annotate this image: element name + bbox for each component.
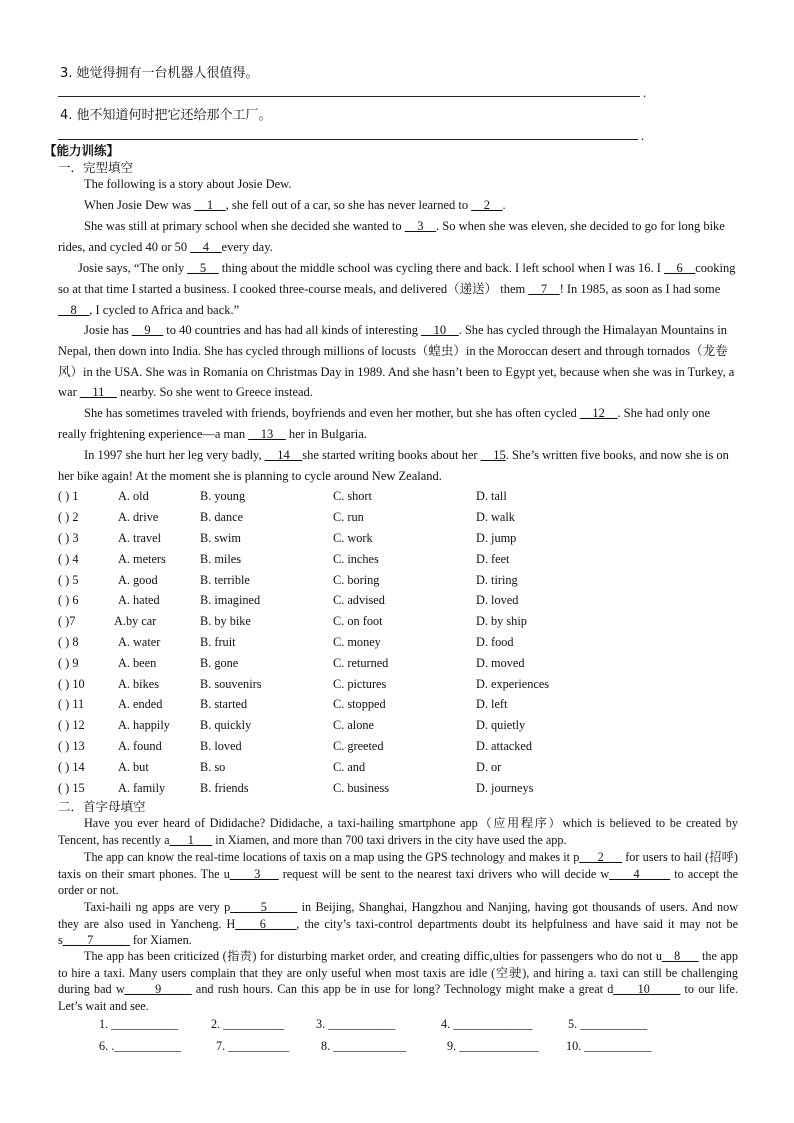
question-number[interactable]: ( ) 12 (58, 718, 85, 732)
option-b[interactable]: B. started (200, 697, 248, 711)
cloze-paragraph-4 (58, 258, 738, 320)
text: cooking so at that time I started a business. I cooked three-course meals, and delivered（递送） them (58, 261, 736, 296)
text: . She has cycled through the Himalayan Mountains in Nepal, then down into India. She has cycled through millions of locusts（蝗虫）in the Moroccan desert and through tornados（龙卷风）in the USA. She was in Romania on Christmas Day in 1989. And she hasn’t been to Egypt yet, because when she was in Turkey, a war (58, 323, 735, 400)
blank-i5[interactable]: _____5_____ (230, 900, 298, 914)
blank-14[interactable]: __14__ (264, 448, 303, 462)
option-a[interactable]: A. drive (118, 510, 159, 524)
answer-slot[interactable]: 9. _____________ (447, 1039, 539, 1053)
cloze-heading: 一．完型填空 (58, 160, 134, 175)
text: Taxi-haili ng apps are very p (84, 900, 231, 914)
text: Josie has (84, 323, 132, 337)
option-d[interactable]: D. food (476, 635, 514, 649)
option-c[interactable]: C. boring (333, 573, 380, 587)
question-number[interactable]: ( ) 3 (58, 531, 79, 545)
option-b[interactable]: B. swim (200, 531, 241, 545)
option-a[interactable]: A. happily (118, 718, 170, 732)
option-d[interactable]: D. tiring (476, 573, 518, 587)
option-a[interactable]: A. bikes (118, 677, 159, 691)
question-number[interactable]: ( ) 2 (58, 510, 79, 524)
option-c[interactable]: C. business (333, 781, 390, 795)
initial-paragraph-1 (58, 815, 738, 848)
blank-3[interactable]: __3__ (404, 219, 437, 233)
option-a[interactable]: A. found (118, 739, 162, 753)
blank-i9[interactable]: _____9_____ (124, 982, 192, 997)
section-title: 【能力训练】 (44, 143, 120, 158)
text: . She had only one really frightening experience—a man (58, 406, 711, 441)
option-d[interactable]: D. quietly (476, 718, 526, 732)
option-d[interactable]: D. jump (476, 531, 517, 545)
text: She has sometimes traveled with friends, boyfriends and even her mother, but she has often cycled (84, 406, 580, 420)
question-number[interactable]: ( )7 (58, 614, 76, 628)
text: When Josie Dew was (84, 198, 195, 212)
blank-i2[interactable]: ___2___ (579, 850, 623, 864)
option-d[interactable]: D. loved (476, 593, 519, 607)
option-b[interactable]: B. souvenirs (200, 677, 262, 691)
text: . So when she was eleven, she decided to go for long bike rides, and cycled 40 or 50 (58, 219, 725, 254)
option-b[interactable]: B. fruit (200, 635, 236, 649)
option-c[interactable]: C. short (333, 489, 372, 503)
option-c[interactable]: C. pictures (333, 677, 387, 691)
blank-7[interactable]: __7__ (528, 281, 560, 296)
answer-slot[interactable]: 6. .___________ (99, 1039, 182, 1053)
initial-paragraph-4 (58, 948, 738, 1014)
option-d[interactable]: D. experiences (476, 677, 550, 691)
question-number[interactable]: ( ) 10 (58, 677, 85, 691)
text: Josie says, “The only (78, 261, 188, 275)
text: . She’s written five books, and now she is on her bike again! At the moment she is planning to cycle around New Zealand. (58, 448, 729, 483)
initial-paragraph-3 (58, 899, 738, 949)
option-c[interactable]: C. money (333, 635, 381, 649)
answer-slot[interactable]: 7. __________ (216, 1039, 290, 1053)
blank-i10[interactable]: ____10_____ (613, 982, 681, 997)
option-c[interactable]: C. returned (333, 656, 389, 670)
text: for users to hail (招呼) taxis on their smart phones. The u (58, 850, 738, 881)
option-b[interactable]: B. quickly (200, 718, 252, 732)
initial-paragraph-2 (58, 849, 738, 899)
option-b[interactable]: B. so (200, 760, 226, 774)
blank-i7[interactable]: ____7______ (62, 933, 130, 948)
option-b[interactable]: B. by bike (200, 614, 251, 628)
text: . (502, 198, 506, 212)
option-d[interactable]: D. or (476, 760, 502, 774)
option-a[interactable]: A. family (118, 781, 166, 795)
question-number[interactable]: ( ) 4 (58, 552, 79, 566)
text: to accept the order or not. (58, 866, 738, 898)
option-c[interactable]: C. greeted (333, 739, 384, 753)
question-number[interactable]: ( ) 11 (58, 697, 85, 711)
cloze-paragraph-5 (58, 320, 738, 403)
text: to 40 countries and has had all kinds of interesting (163, 323, 422, 337)
option-d[interactable]: D. walk (476, 510, 515, 524)
option-a[interactable]: A. hated (118, 593, 160, 607)
blank-2[interactable]: __2__ (471, 198, 503, 212)
text: thing about the middle school was cycling there and back. I left school when I was 16. I (218, 261, 664, 275)
answer-line-q3[interactable] (58, 96, 640, 97)
text: every day. (221, 239, 273, 254)
blank-8[interactable]: __8__ (58, 302, 90, 317)
question-number[interactable]: ( ) 6 (58, 593, 79, 607)
answer-slot[interactable]: 5. ___________ (568, 1017, 648, 1031)
answer-slot[interactable]: 1. ___________ (99, 1017, 179, 1031)
option-a[interactable]: A. ended (118, 697, 163, 711)
text: the app to hire a taxi. Many users complain that they are only useful when most taxis are idle (空驶), and hiring a. taxi can still be challenging during bad w (58, 949, 738, 997)
text: request will be sent to the nearest taxi drivers who will decide w (278, 866, 610, 881)
option-a[interactable]: A. water (118, 635, 161, 649)
option-b[interactable]: B. friends (200, 781, 249, 795)
option-c[interactable]: C. and (333, 760, 366, 774)
cloze-paragraph-1 (58, 174, 738, 195)
line-end-dot: . (643, 86, 647, 100)
blank-i8[interactable]: __8___ (661, 949, 699, 963)
paragraph-text: The following is a story about Josie Dew. (84, 177, 292, 191)
question-number[interactable]: ( ) 1 (58, 489, 79, 503)
question-number[interactable]: ( ) 15 (58, 781, 85, 795)
text: she started writing books about her (302, 448, 481, 462)
answer-slot[interactable]: 4. _____________ (441, 1017, 533, 1031)
question-number[interactable]: ( ) 14 (58, 760, 85, 774)
text: in Beijing, Shanghai, Hangzhou and Nanjing, having got thousands of users. And now they are also used in Yancheng. H (58, 900, 738, 931)
option-d[interactable]: D. moved (476, 656, 525, 670)
cloze-paragraph-2 (58, 195, 738, 216)
option-d[interactable]: D. left (476, 697, 508, 711)
question-number[interactable]: ( ) 8 (58, 635, 79, 649)
translation-q4: 4. 他不知道何时把它还给那个工厂。 (60, 108, 272, 123)
option-a[interactable]: A. been (118, 656, 157, 670)
answer-slot[interactable]: 2. __________ (211, 1017, 285, 1031)
answer-slot[interactable]: 8. ____________ (321, 1039, 407, 1053)
option-d[interactable]: D. journeys (476, 781, 534, 795)
option-c[interactable]: C. stopped (333, 697, 386, 711)
text: , she fell out of a car, so she has never learned to (225, 198, 472, 212)
text: The app has been criticized (指责) for disturbing market order, and creating diffic,ulties for passengers who do not u (84, 949, 662, 963)
option-b[interactable]: B. terrible (200, 573, 250, 587)
blank-9[interactable]: __9__ (131, 323, 164, 337)
blank-11[interactable]: __11__ (79, 385, 117, 400)
option-b[interactable]: B. dance (200, 510, 244, 524)
option-b[interactable]: B. gone (200, 656, 239, 670)
blank-i4[interactable]: ____4_____ (609, 866, 671, 881)
text: , I cycled to Africa and back.” (89, 302, 240, 317)
question-number[interactable]: ( ) 5 (58, 573, 79, 587)
translation-q3: 3. 她觉得拥有一台机器人很值得。 (60, 66, 259, 81)
option-c[interactable]: C. inches (333, 552, 379, 566)
answer-slot[interactable]: 10. ___________ (566, 1039, 652, 1053)
text: her in Bulgaria. (285, 426, 367, 441)
text: to our life. Let’s wait and see. (58, 982, 738, 1013)
text: and rush hours. Can this app be in use for long? Technology might make a great d (191, 982, 614, 997)
option-c[interactable]: C. advised (333, 593, 385, 607)
question-number[interactable]: ( ) 13 (58, 739, 85, 753)
text: Have you ever heard of Dididache? Dididache, a taxi-hailing smartphone app（应用程序）which is believed to be created by Tencent, has recently a (58, 816, 738, 847)
option-c[interactable]: C. run (333, 510, 364, 524)
blank-15[interactable]: __15 (480, 448, 506, 462)
text: ! In 1985, as soon as I had some (559, 281, 721, 296)
blank-13[interactable]: __13__ (248, 426, 286, 441)
cloze-paragraph-6 (58, 403, 738, 445)
option-b[interactable]: B. loved (200, 739, 242, 753)
cloze-paragraph-3 (58, 216, 738, 258)
option-d[interactable]: D. attacked (476, 739, 532, 753)
option-a[interactable]: A. but (118, 760, 149, 774)
text: in Xiamen, and more than 700 taxi drivers in the city have used the app. (212, 832, 567, 847)
option-d[interactable]: D. tall (476, 489, 507, 503)
cloze-paragraph-7 (58, 445, 738, 487)
text: nearby. So she went to Greece instead. (116, 385, 313, 400)
option-a[interactable]: A. old (118, 489, 149, 503)
option-b[interactable]: B. young (200, 489, 246, 503)
blank-1[interactable]: __1__ (194, 198, 226, 212)
text: In 1997 she hurt her leg very badly, (84, 448, 265, 462)
blank-10[interactable]: __10__ (421, 323, 459, 337)
answer-line-q4[interactable] (58, 139, 638, 140)
option-d[interactable]: D. by ship (476, 614, 527, 628)
option-d[interactable]: D. feet (476, 552, 510, 566)
text: for Xiamen. (129, 933, 192, 948)
option-a[interactable]: A. travel (118, 531, 162, 545)
text: The app can know the real-time locations of taxis on a map using the GPS technology and makes it p (84, 850, 580, 864)
option-a[interactable]: A.by car (114, 614, 157, 628)
blank-i6[interactable]: ____6_____ (235, 916, 297, 931)
text: , the city’s taxi-control departments doubt its helpfulness and have said it may not be s (58, 916, 738, 948)
blank-5[interactable]: __5__ (187, 261, 219, 275)
answer-slot[interactable]: 3. ___________ (316, 1017, 396, 1031)
blank-6[interactable]: __6__ (663, 261, 696, 275)
question-number[interactable]: ( ) 9 (58, 656, 79, 670)
option-a[interactable]: A. good (118, 573, 158, 587)
line-end-dot: . (641, 129, 645, 143)
option-c[interactable]: C. alone (333, 718, 374, 732)
blank-12[interactable]: __12__ (579, 406, 618, 420)
option-c[interactable]: C. work (333, 531, 373, 545)
blank-i1[interactable]: ___1___ (169, 832, 213, 847)
option-b[interactable]: B. miles (200, 552, 241, 566)
option-c[interactable]: C. on foot (333, 614, 383, 628)
option-b[interactable]: B. imagined (200, 593, 261, 607)
initial-heading: 二．首字母填空 (58, 799, 146, 814)
text: She was still at primary school when she decided she wanted to (84, 219, 405, 233)
blank-4[interactable]: __4__ (190, 239, 222, 254)
blank-i3[interactable]: ____3___ (229, 866, 279, 881)
option-a[interactable]: A. meters (118, 552, 166, 566)
